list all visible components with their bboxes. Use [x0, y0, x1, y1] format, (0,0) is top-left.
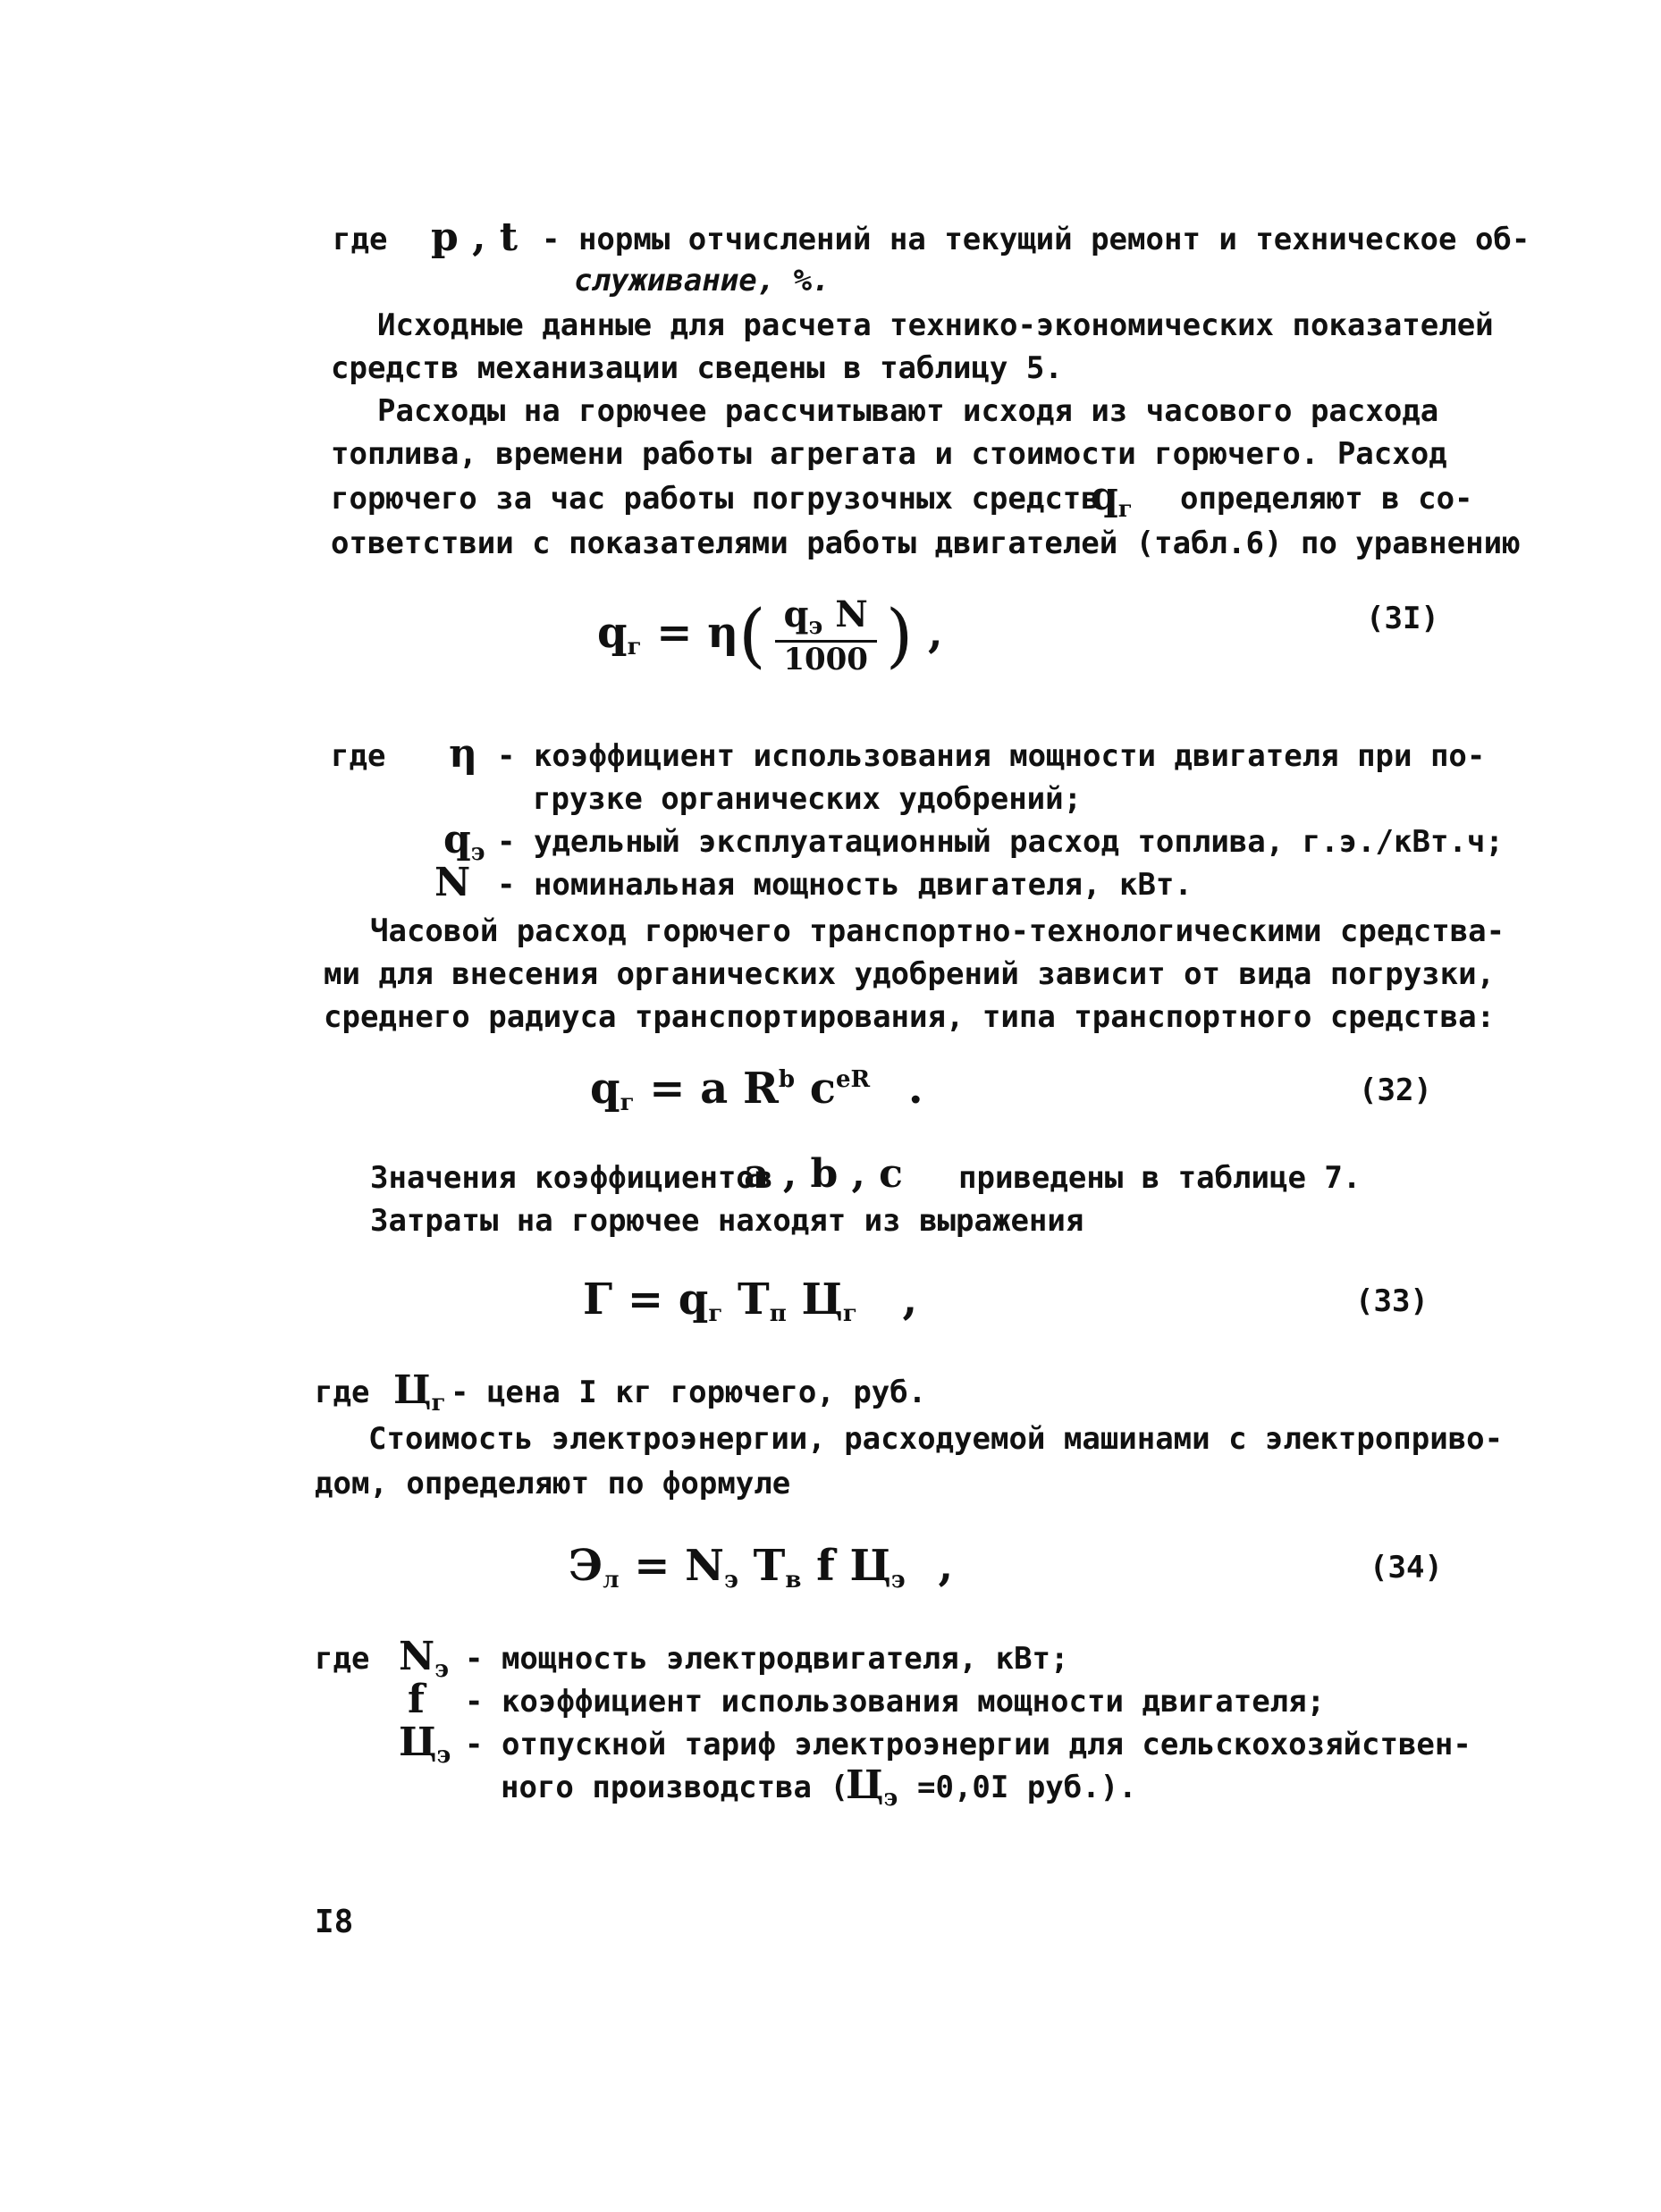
text-line: - номинальная мощность двигателя, кВт.: [497, 867, 1193, 903]
symbol-C-g: $Ц_г$: [393, 1367, 446, 1417]
text-line: - нормы отчислений на текущий ремонт и техническое об-: [542, 222, 1530, 257]
where-label-1: где: [333, 222, 388, 257]
symbol-C-e-inline: $Ц_э$: [846, 1762, 898, 1812]
text-line: горючего за час работы погрузочных средств: [331, 481, 1100, 517]
symbol-eta: η: [449, 731, 477, 777]
equation-31: $q_г = \eta$( $\frac{q_э N}{1000}$ ) ,: [597, 593, 943, 677]
text-line: Расходы на горючее рассчитывают исходя из часового расхода: [377, 393, 1439, 429]
text-line: - цена I кг горючего, руб.: [451, 1375, 927, 1410]
text-line: - коэффициент использования мощности двигателя;: [465, 1684, 1326, 1720]
page-number: I8: [315, 1904, 354, 1940]
text-line: определяют в со-: [1180, 481, 1473, 517]
equation-number-31: (3I): [1366, 601, 1439, 636]
text-line: - отпускной тариф электроэнергии для сельскохозяйствен-: [465, 1727, 1471, 1762]
symbol-C-e: $Ц_э$: [399, 1720, 451, 1769]
equation-34: $Э_л = N_э$ $T_в$ f $Ц_э$ ,: [569, 1541, 954, 1594]
where-label-3: где: [315, 1375, 370, 1410]
symbol-q-g: $q_г$: [1091, 474, 1133, 523]
equation-number-32: (32): [1359, 1072, 1432, 1108]
text-line: Часовой расход горючего транспортно-технологическими средства-: [370, 913, 1505, 949]
equation-number-34: (34): [1370, 1550, 1443, 1585]
text-line: ного производства (: [501, 1770, 848, 1805]
text-line: - коэффициент использования мощности двигателя при по-: [497, 738, 1486, 774]
text-line: - удельный эксплуатационный расход топлива, г.э./кВт.ч;: [497, 824, 1504, 860]
symbol-p-t: p , t: [431, 214, 519, 260]
text-line: ми для внесения органических удобрений зависит от вида погрузки,: [324, 956, 1496, 992]
symbol-q-e: $q_э$: [443, 817, 485, 866]
symbol-f: f: [408, 1677, 425, 1722]
text-line: Значения коэффициентов: [370, 1160, 773, 1196]
text-line: Исходные данные для расчета технико-экономических показателей: [377, 307, 1494, 343]
text-line: грузке органических удобрений;: [533, 781, 1083, 817]
symbol-N: N: [434, 860, 471, 905]
text-line: ответствии с показателями работы двигателей (табл.6) по уравнению: [331, 526, 1521, 561]
text-line: среднего радиуса транспортирования, типа транспортного средства:: [324, 999, 1496, 1035]
where-label-4: где: [315, 1641, 370, 1677]
where-label-2: где: [331, 738, 386, 774]
text-line: Стоимость электроэнергии, расходуемой машинами с электроприво-: [368, 1421, 1504, 1457]
text-line: топлива, времени работы агрегата и стоимости горючего. Расход: [331, 436, 1447, 472]
text-line: приведены в таблице 7.: [958, 1160, 1362, 1196]
fraction: $\frac{q_э N}{1000}$: [775, 597, 877, 675]
symbol-a-b-c: a , b , c: [744, 1151, 903, 1197]
text-line: служивание, %.: [574, 263, 830, 299]
equation-32: $q_г = a$ $R^b$ $c^{eR}$ .: [590, 1064, 923, 1116]
equation-number-33: (33): [1355, 1283, 1429, 1319]
text-line: =0,0I руб.).: [917, 1770, 1137, 1805]
text-line: средств механизации сведены в таблицу 5.: [331, 350, 1063, 386]
text-line: Затраты на горючее находят из выражения: [370, 1203, 1084, 1239]
equation-33: $Г = q_г$ $T_п$ $Ц_г$ ,: [583, 1274, 918, 1327]
symbol-N-e: $N_э$: [399, 1634, 450, 1683]
text-line: дом, определяют по формуле: [315, 1466, 791, 1501]
text-line: - мощность электродвигателя, кВт;: [465, 1641, 1069, 1677]
